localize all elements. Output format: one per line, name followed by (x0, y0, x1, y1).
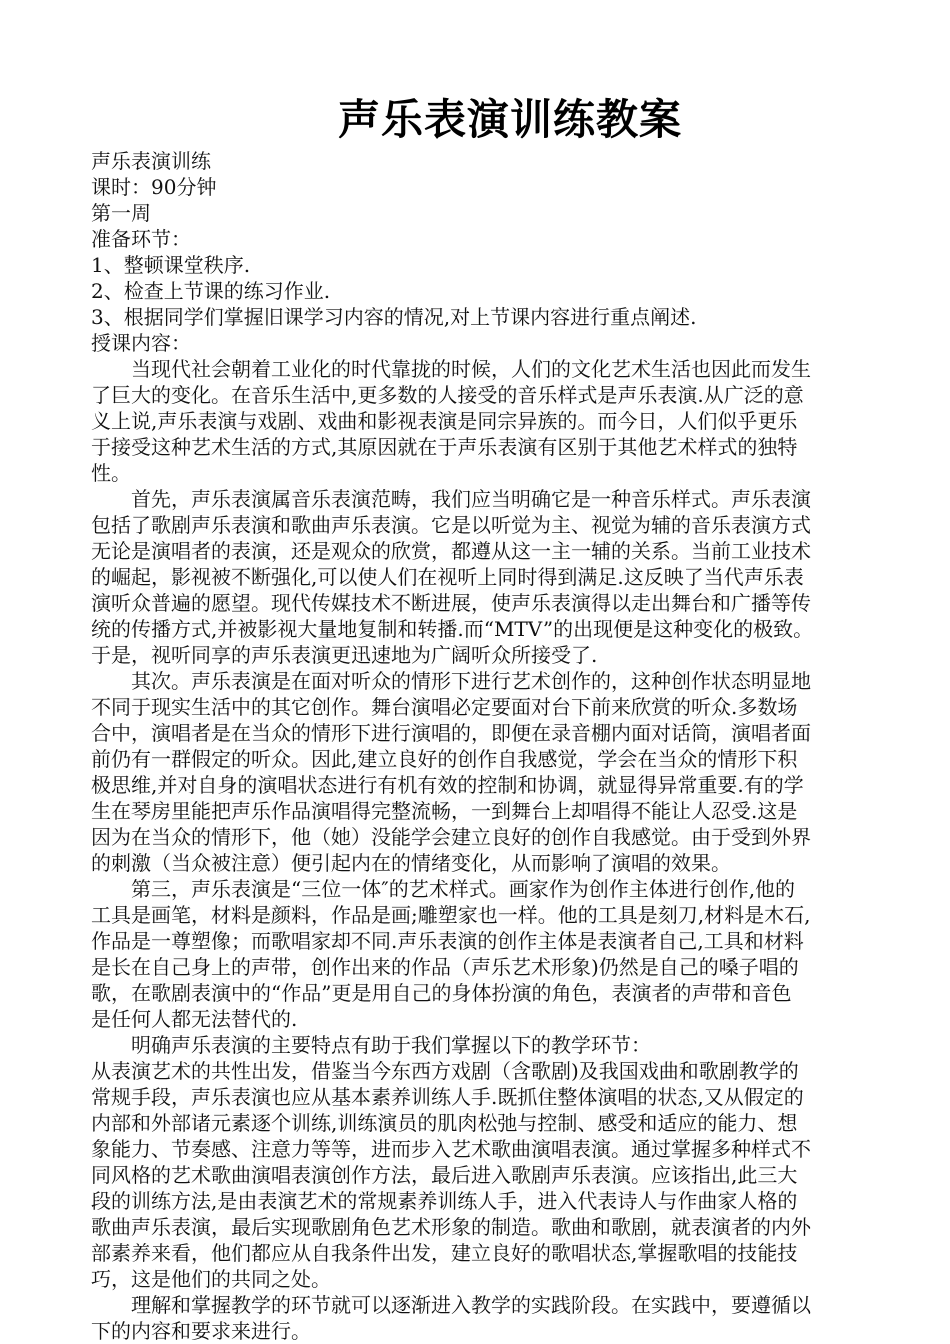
paragraph-line: 的崛起，影视被不断强化,可以使人们在视听上同时得到满足.这反映了当代声乐表 (91, 565, 804, 589)
header-line: 3、根据同学们掌握旧课学习内容的情况,对上节课内容进行重点阐述. (91, 305, 697, 329)
paragraph-line: 首先，声乐表演属音乐表演范畴，我们应当明确它是一种音乐样式。声乐表演 (91, 487, 811, 511)
paragraph-line: 前仍有一群假定的听众。因此,建立良好的创作自我感觉，学会在当众的情形下积 (91, 747, 798, 771)
body-paragraph (91, 1058, 909, 1292)
header-line: 授课内容： (91, 331, 191, 355)
body-paragraph (91, 668, 909, 876)
paragraph-line: 的刺激（当众被注意）便引起内在的情绪变化，从而影响了演唱的效果。 (91, 851, 731, 875)
paragraph-line: 了巨大的变化。在音乐生活中,更多数的人接受的音乐样式是声乐表演.从广泛的意 (91, 383, 804, 407)
paragraph-line: 义上说,声乐表演与戏剧、戏曲和影视表演是同宗异族的。而今日，人们似乎更乐 (91, 409, 798, 433)
header-line: 课时：90分钟 (91, 175, 217, 199)
paragraph-line: 统的传播方式,并被影视大量地复制和转播.而“MTV”的出现便是这种变化的极致。 (91, 617, 814, 641)
body-paragraph (91, 486, 909, 668)
paragraph-line: 生在琴房里能把声乐作品演唱得完整流畅，一到舞台上却唱得不能让人忍受.这是 (91, 799, 798, 823)
header-line: 声乐表演训练 (91, 149, 211, 173)
paragraph-line: 演听众普遍的愿望。现代传媒技术不断进展，使声乐表演得以走出舞台和广播等传 (91, 591, 811, 615)
paragraph-line: 作品是一尊塑像；而歌唱家却不同.声乐表演的创作主体是表演者自己,工具和材料 (91, 929, 804, 953)
document-body (91, 148, 909, 1344)
paragraph-line: 象能力、节奏感、注意力等等，进而步入艺术歌曲演唱表演。通过掌握多种样式不 (91, 1137, 811, 1161)
paragraph-line: 常规手段，声乐表演也应从基本素养训练人手.既抓住整体演唱的状态,又从假定的 (91, 1085, 804, 1109)
paragraph-line: 不同于现实生活中的其它创作。舞台演唱必定要面对台下前来欣赏的听众.多数场 (91, 695, 798, 719)
body-paragraph (91, 1292, 909, 1344)
paragraph-line: 歌曲声乐表演，最后实现歌剧角色艺术形象的制造。歌曲和歌剧，就表演者的内外 (91, 1215, 811, 1239)
paragraph-line: 合中，演唱者是在当众的情形下进行演唱的，即便在录音棚内面对话筒，演唱者面 (91, 721, 811, 745)
paragraph-line: 极思维,并对自身的演唱状态进行有机有效的控制和协调，就显得异常重要.有的学 (91, 773, 804, 797)
paragraph-line: 巧，这是他们的共同之处。 (91, 1267, 331, 1291)
paragraph-line: 是任何人都无法替代的. (91, 1007, 298, 1031)
body-paragraph (91, 1032, 909, 1058)
body-paragraph (91, 356, 909, 486)
paragraph-line: 部素养来看，他们都应从自我条件出发，建立良好的歌唱状态,掌握歌唱的技能技 (91, 1241, 798, 1265)
paragraph-line: 其次。声乐表演是在面对听众的情形下进行艺术创作的，这种创作状态明显地 (91, 669, 811, 693)
body-paragraph (91, 876, 909, 1032)
paragraph-line: 同风格的艺术歌曲演唱表演创作方法，最后进入歌剧声乐表演。应该指出,此三大 (91, 1163, 798, 1187)
paragraph-line: 因为在当众的情形下，他（她）没能学会建立良好的创作自我感觉。由于受到外界 (91, 825, 811, 849)
paragraph-line: 于接受这种艺术生活的方式,其原因就在于声乐表演有区别于其他艺术样式的独特 (91, 435, 798, 459)
paragraph-line: 从表演艺术的共性出发，借鉴当今东西方戏剧（含歌剧)及我国戏曲和歌剧教学的 (91, 1059, 799, 1083)
paragraph-line: 包括了歌剧声乐表演和歌曲声乐表演。它是以听觉为主、视觉为辅的音乐表演方式 (91, 513, 811, 537)
paragraph-line: 理解和掌握教学的环节就可以逐渐进入教学的实践阶段。在实践中，要遵循以 (91, 1293, 811, 1317)
paragraph-line: 是长在自己身上的声带，创作出来的作品（声乐艺术形象)仍然是自己的嗓子唱的 (91, 955, 799, 979)
paragraph-line: 内部和外部诸元素逐个训练,训练演员的肌肉松弛与控制、感受和适应的能力、想 (91, 1111, 798, 1135)
paragraph-line: 工具是画笔，材料是颜料，作品是画;雕塑家也一样。他的工具是刻刀,材料是木石, (91, 903, 811, 927)
paragraph-line: 歌，在歌剧表演中的“作品”更是用自己的身体扮演的角色，表演者的声带和音色 (91, 981, 792, 1005)
paragraph-line: 性。 (91, 461, 131, 485)
header-line: 2、检查上节课的练习作业. (91, 279, 331, 303)
document-title: 声乐表演训练教案 (337, 95, 682, 144)
header-line: 第一周 (91, 201, 151, 225)
paragraph-line: 段的训练方法,是由表演艺术的常规素养训练人手，进入代表诗人与作曲家人格的 (91, 1189, 798, 1213)
paragraph-line: 下的内容和要求来进行。 (91, 1319, 311, 1343)
paragraph-line: 当现代社会朝着工业化的时代靠拢的时候，人们的文化艺术生活也因此而发生 (91, 357, 811, 381)
header-line: 准备环节： (91, 227, 191, 251)
paragraph-line: 明确声乐表演的主要特点有助于我们掌握以下的教学环节： (91, 1033, 651, 1057)
paragraph-line: 第三，声乐表演是“三位一体″的艺术样式。画家作为创作主体进行创作,他的 (91, 877, 796, 901)
paragraph-line: 无论是演唱者的表演，还是观众的欣赏，都遵从这一主一辅的关系。当前工业技术 (91, 539, 811, 563)
header-line: 1、整顿课堂秩序. (91, 253, 251, 277)
paragraph-line: 于是，视听同享的声乐表演更迅速地为广阔听众所接受了. (91, 643, 598, 667)
